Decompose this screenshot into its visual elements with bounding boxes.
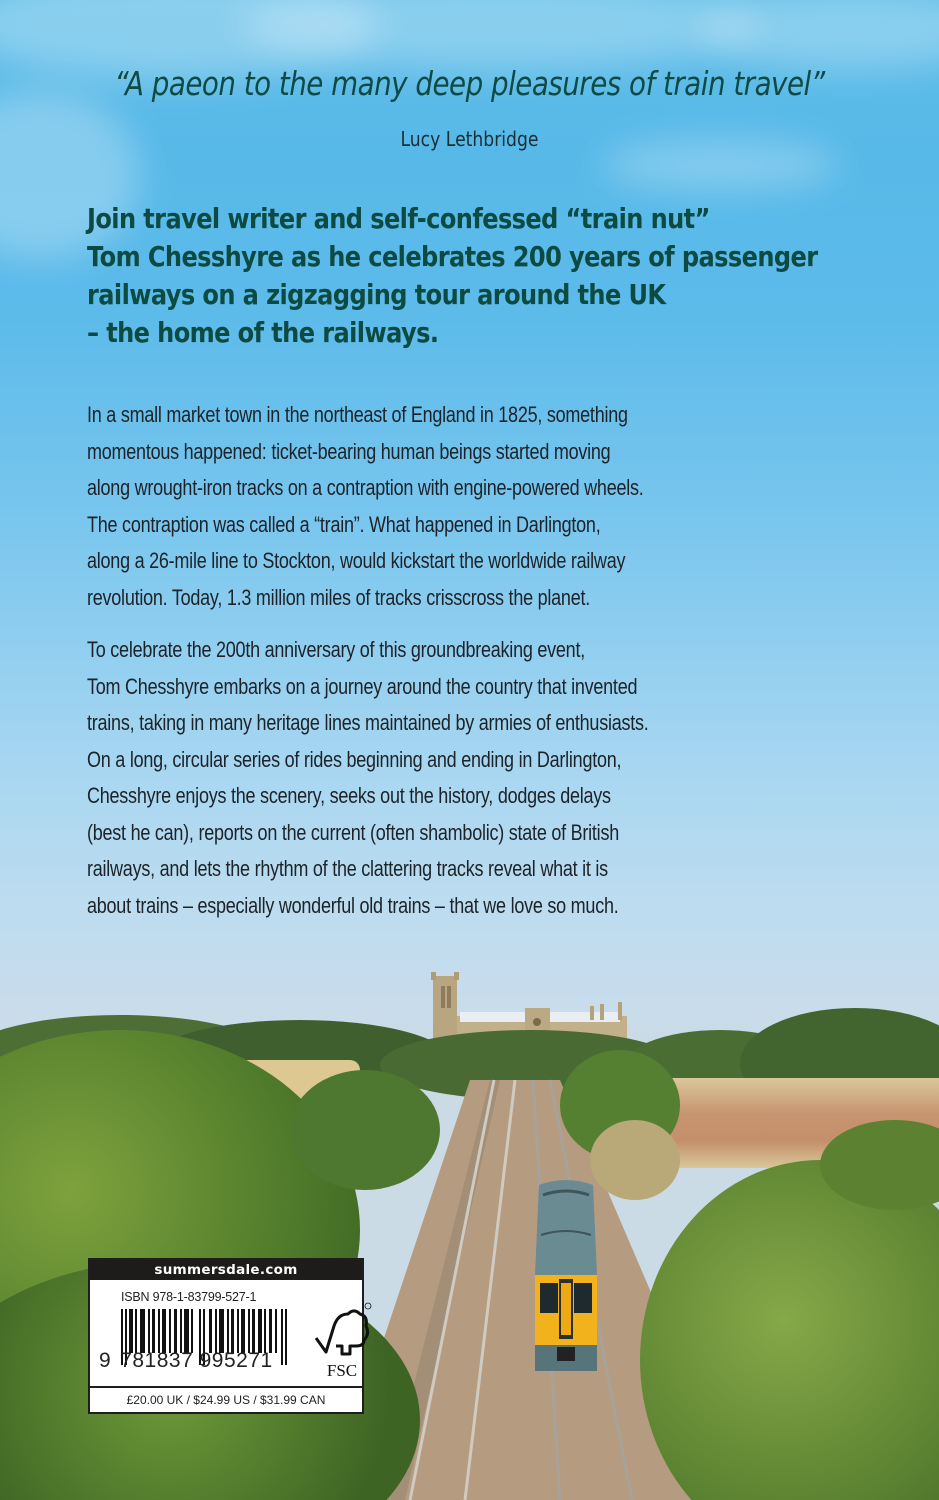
review-quote: “A paeon to the many deep pleasures of train travel”	[114, 64, 825, 103]
paragraph-line: along wrought-iron tracks on a contraption with engine-powered wheels.	[87, 475, 644, 500]
paragraph-line: The contraption was called a “train”. What happened in Darlington,	[87, 511, 601, 537]
svg-text:FSC: FSC	[326, 1361, 358, 1380]
fsc-tree-icon	[312, 1300, 372, 1382]
lead-line: Join travel writer and self-confessed “train nut”	[87, 202, 710, 235]
lead-line: Tom Chesshyre as he celebrates 200 years of passenger	[87, 240, 818, 273]
isbn-text: ISBN 978-1-83799-527-1	[121, 1290, 257, 1304]
description-paragraph-2	[87, 632, 807, 924]
lead-line: railways on a zigzagging tour around the UK	[87, 278, 666, 311]
paragraph-line: momentous happened: ticket-bearing human beings started moving	[87, 438, 611, 464]
tree	[290, 1070, 440, 1190]
dry-grass	[590, 1120, 680, 1200]
paragraph-line: along a 26-mile line to Stockton, would kickstart the worldwide railway	[87, 548, 626, 573]
publisher-website[interactable]: summersdale.com	[90, 1260, 362, 1280]
quote-attribution: Lucy Lethbridge	[400, 127, 539, 151]
paragraph-line: On a long, circular series of rides beginning and ending in Darlington,	[87, 746, 622, 772]
paragraph-line: Tom Chesshyre embarks on a journey around the country that invented	[87, 673, 638, 699]
paragraph-line: railways, and lets the rhythm of the clattering tracks reveal what it is	[87, 856, 608, 881]
price-text: £20.00 UK / $24.99 US / $31.99 CAN	[90, 1386, 362, 1412]
train-icon	[533, 1175, 599, 1375]
paragraph-line: (best he can), reports on the current (often shambolic) state of British	[87, 819, 619, 845]
cloud	[700, 0, 939, 70]
paragraph-line: trains, taking in many heritage lines maintained by armies of enthusiasts.	[87, 710, 649, 735]
lead-blurb	[87, 200, 861, 352]
landscape-photo	[0, 960, 939, 1500]
paragraph-line: Chesshyre enjoys the scenery, seeks out the history, dodges delays	[87, 783, 611, 808]
description-paragraph-1	[87, 397, 807, 616]
paragraph-line: In a small market town in the northeast of England in 1825, something	[87, 402, 628, 427]
paragraph-line: To celebrate the 200th anniversary of this groundbreaking event,	[87, 637, 585, 662]
paragraph-line: about trains – especially wonderful old trains – that we love so much.	[87, 892, 619, 918]
lead-line: – the home of the railways.	[87, 316, 439, 349]
isbn-price-label	[88, 1258, 364, 1414]
paragraph-line: revolution. Today, 1.3 million miles of tracks crisscross the planet.	[87, 584, 590, 610]
barcode-number: 9 781837 995271	[99, 1349, 273, 1372]
